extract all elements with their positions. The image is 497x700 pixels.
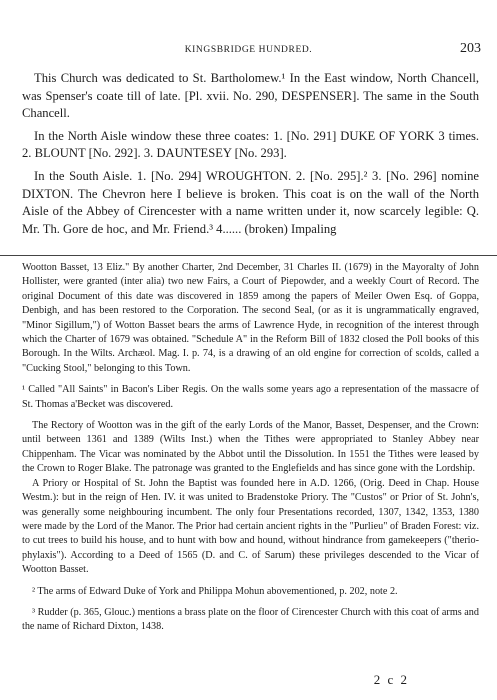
running-head: KINGSBRIDGE HUNDRED. — [184, 45, 313, 55]
main-paragraph-north-aisle: In the North Aisle window these three coates: 1. [No. 291] DUKE OF YORK 3 times. 2. BLOUNT [No. 292]. 3. DAUNTESEY [No. 293]. — [22, 128, 479, 161]
footnotes — [22, 261, 479, 642]
footnote-rule — [0, 255, 497, 256]
footnote-continued: Wootton Basset, 13 Eliz." By another Charter, 2nd December, 31 Charles II. (1679) in the Mayoralty of John Hollister, were granted (inter alia) two new Fairs, a Court of Piepowder, and a weekly Court of Record. The original Document of this date was discovered in 1859 among the papers of Meiler Owen Esq. of Goppa, Denbigh, and has been restored to the Corporation. The second Seal, (or as it is ungrammatically engraved, "Minor Sigillum,") of Wotton Basset bears the arms of Lawrence Hyde, in recognition of the interest through which the Charter of 1679 was obtained. "Schedule A" in the Reform Bill of 1832 closed the Poll books of this Borough. In the Wilts. Archæol. Mag. I. p. 74, is a drawing of an old engine for correction of scolds, called a "Cucking Stool," belonging to this Town. — [22, 262, 479, 374]
main-paragraph-south-aisle: In the South Aisle. 1. [No. 294] WROUGHTON. 2. [No. 295].² 3. [No. 296] nomine DIXTON. The Chevron here I believe is broken. This coat is on the wall of the North Aisle of the Abbey of Cirencester with a name written under it, now scarcely legible: Q. Mr. Th. Gore de hoc, and Mr. Friend.³ 4...... (broken) Impaling — [22, 168, 479, 236]
main-text — [22, 70, 479, 238]
page-number: 203 — [460, 41, 481, 56]
footnote-1-rectory: The Rectory of Wootton was in the gift of the early Lords of the Manor, Basset, Despenser, and the Crown: until between 1361 and 1389 (Wilts Inst.) when the Tithes were appropriated to Stanley Abbey near Chippenham. The Vicar was nominated by the Abbot until the Dissolution. In 1551 the Tithes were leased by the Crown to Roger Blake. The patronage was granted to the Englefields and has since gone with the Lordship. — [22, 420, 479, 475]
footnote-2: ² The arms of Edward Duke of York and Philippa Mohun abovementioned, p. 202, note 2. — [32, 585, 398, 597]
footnote-3: ³ Rudder (p. 365, Glouc.) mentions a brass plate on the floor of Cirencester Church with this coat of arms and the name of Richard Dixton, 1438. — [22, 606, 479, 633]
signature-mark: 2 c 2 — [373, 672, 409, 687]
footnote-1-priory: A Priory or Hospital of St. John the Baptist was founded here in A.D. 1266, (Orig. Deed in Chap. House Westm.): but in the reign of Hen. IV. it was united to Bradenstoke Priory. The "Custos" or Prior of St. John's, was generally some neighbouring incumbent. The only four Presentations recorded, 1307, 1342, 1353, 1380 were made by the Lord of the Manor. The Prior had certain ancient rights in the "Purlieu" of Braden Forest: viz. to cut trees to build his house, and to hunt with bow and hound, without hindrance from gamekeepers ("therio-phylaxis"). According to a Deed of 1565 (D. and C. of Sarum) these privileges descended to the Vicar of Wootton Basset. — [22, 477, 479, 576]
footnote-1: ¹ Called "All Saints" in Bacon's Liber Regis. On the walls some years ago a representation of the massacre of St. Thomas a'Becket was discovered. — [22, 384, 479, 410]
page-header — [0, 40, 497, 60]
main-paragraph-dedication: This Church was dedicated to St. Bartholomew.¹ In the East window, North Chancell, was Spenser's coate till of late. [Pl. xvii. No. 290, DESPENSER]. The same in the South Chancell. — [22, 71, 479, 121]
